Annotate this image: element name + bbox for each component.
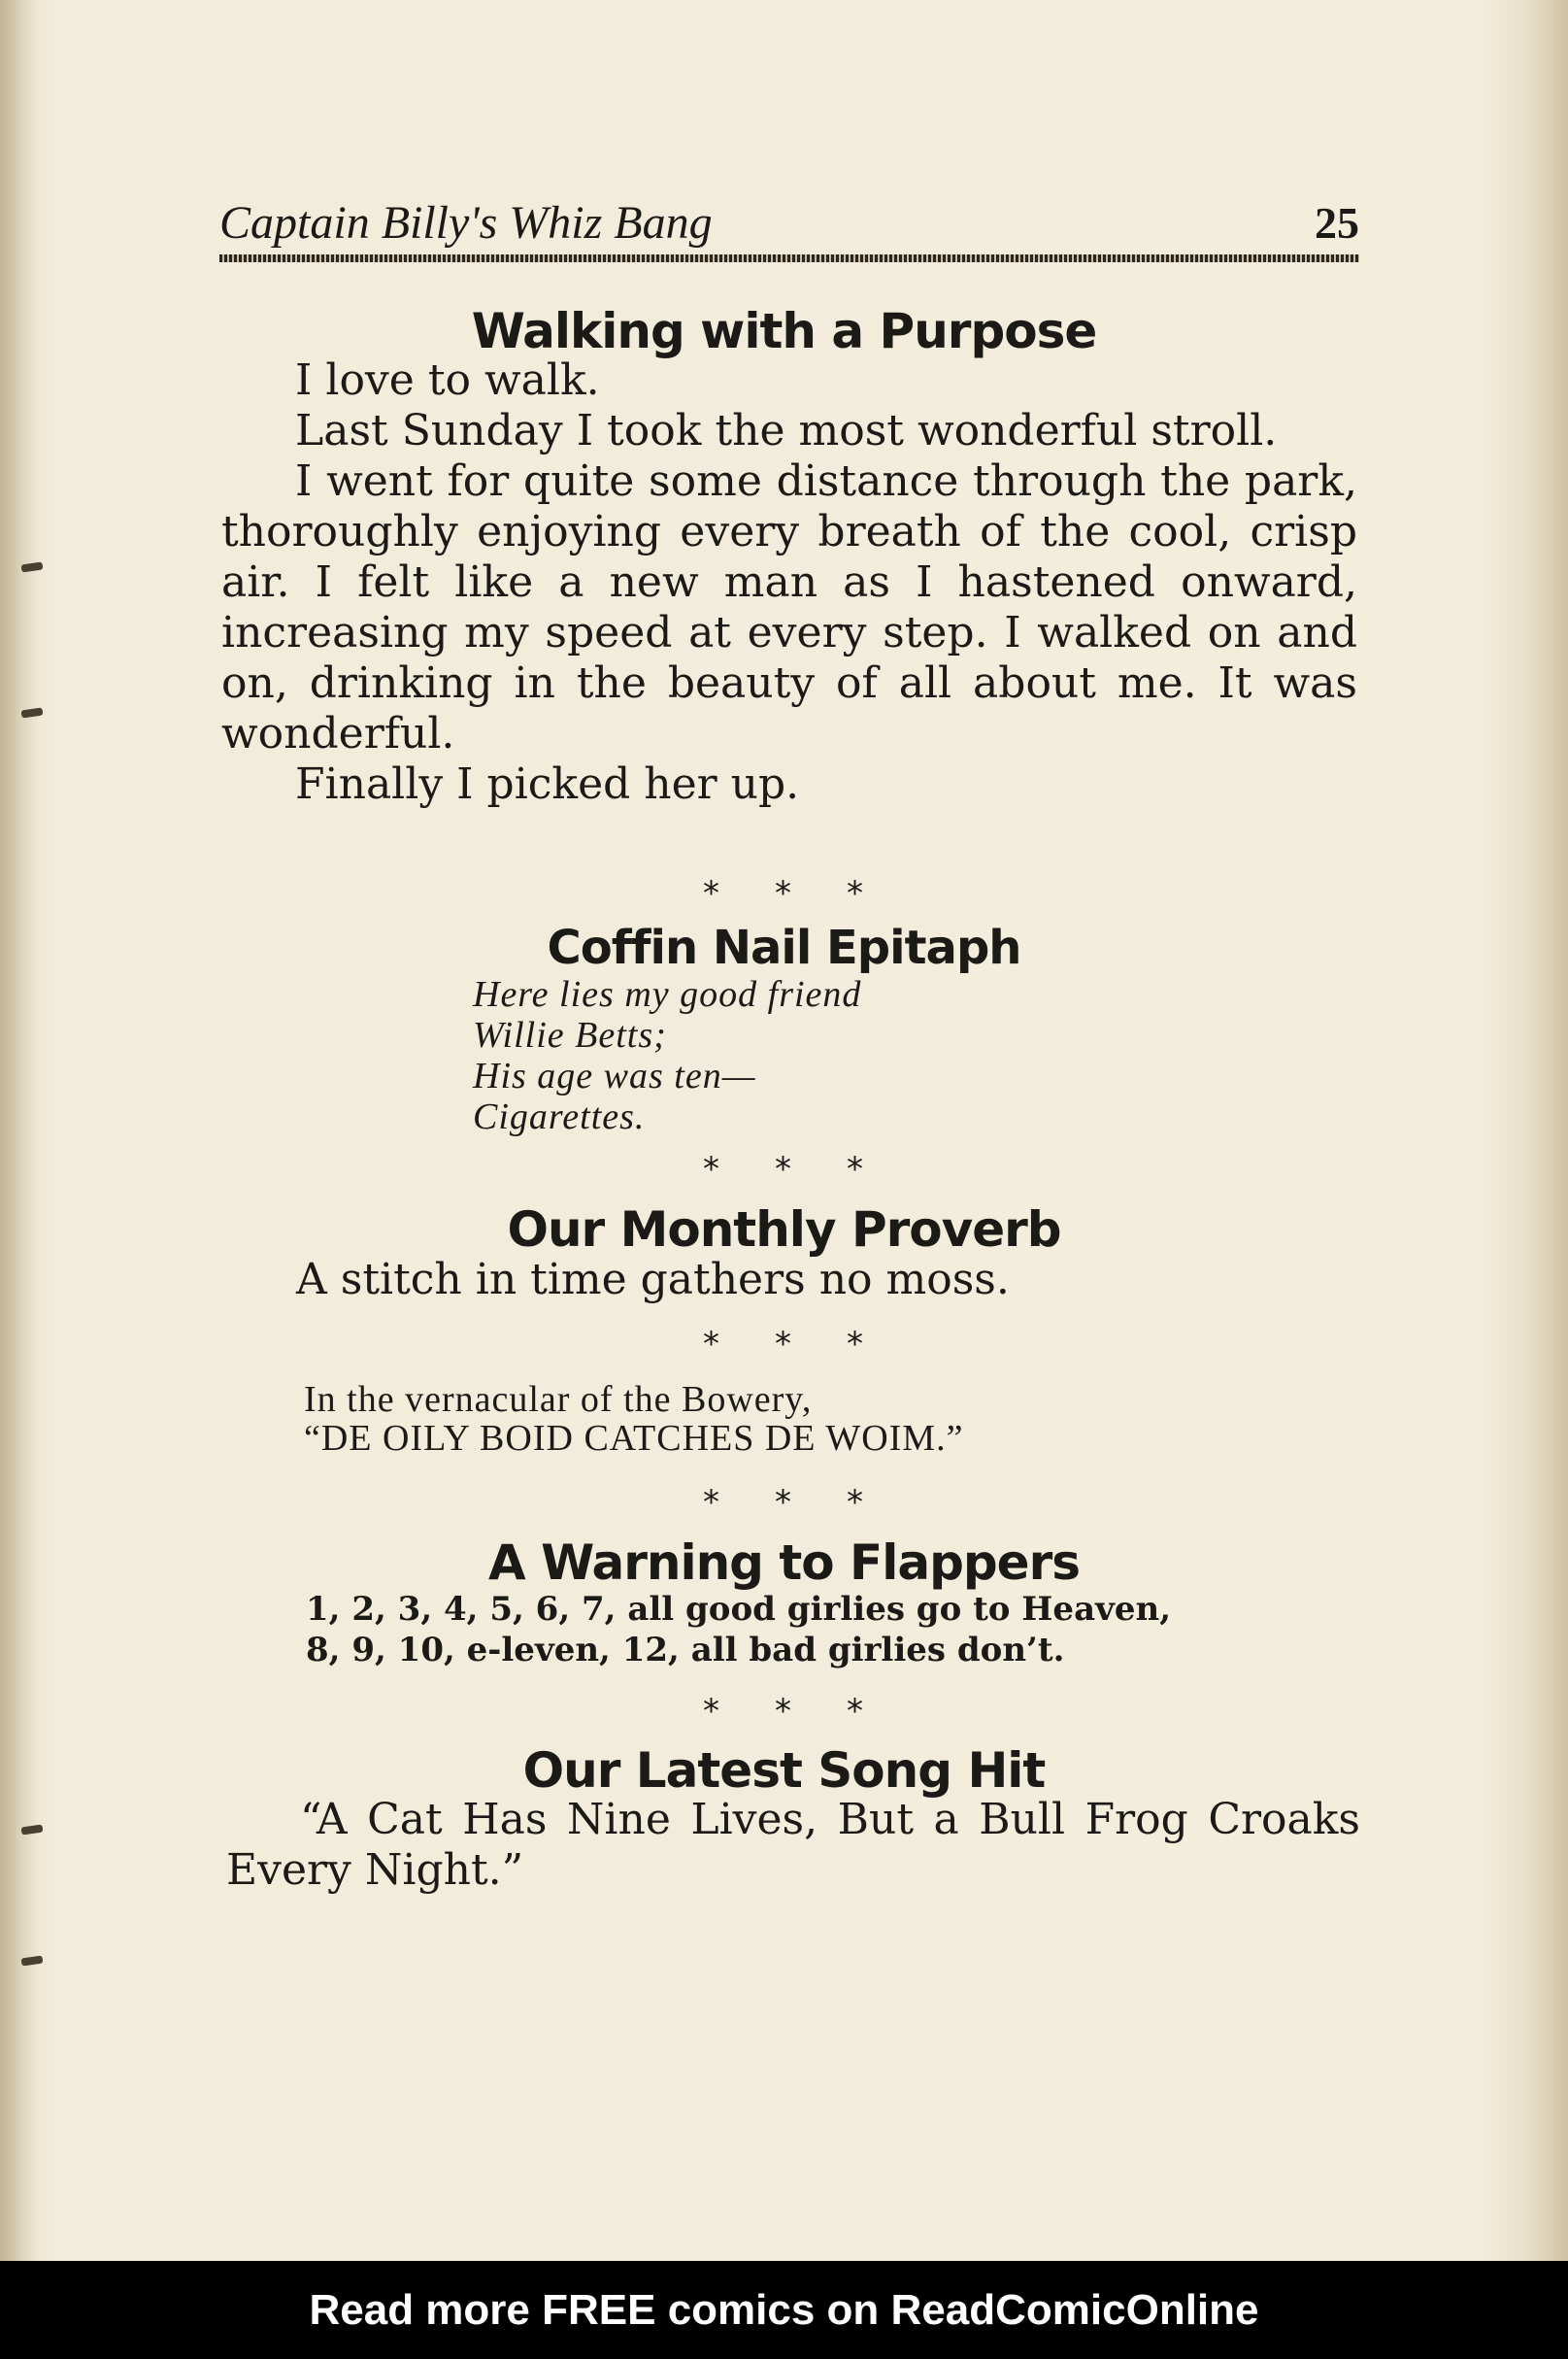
verse-line: His age was ten— (473, 1056, 756, 1096)
section-separator: * * * (703, 874, 863, 913)
epitaph-verse (473, 974, 861, 1137)
story-paragraph: Last Sunday I took the most wonderful stroll. (295, 406, 1278, 455)
section-title-proverb: Our Monthly Proverb (507, 1201, 1061, 1258)
running-title: Captain Billy's Whiz Bang (219, 197, 713, 249)
section-separator: * * * (703, 1150, 863, 1189)
bowery-quote: “DE OILY BOID CATCHES DE WOIM.” (304, 1418, 964, 1459)
proverb-text: A stitch in time gathers no moss. (296, 1255, 1010, 1304)
rhyme-line: 8, 9, 10, e-leven, 12, all bad girlies don’t. (306, 1631, 1065, 1669)
section-separator: * * * (703, 1483, 863, 1522)
binding-stitch (21, 1956, 44, 1967)
section-title-walking: Walking with a Purpose (471, 303, 1097, 359)
flappers-rhyme (306, 1589, 1171, 1670)
section-title-flappers: A Warning to Flappers (487, 1534, 1080, 1591)
section-separator: * * * (703, 1325, 863, 1364)
verse-line: Willie Betts; (473, 1015, 667, 1056)
section-title-song: Our Latest Song Hit (522, 1742, 1046, 1799)
footer-banner: Read more FREE comics on ReadComicOnline (0, 2261, 1568, 2359)
story-paragraph: I love to walk. (295, 355, 600, 405)
section-separator: * * * (703, 1692, 863, 1731)
story-paragraph: I went for quite some distance through the park, thoroughly enjoying every breath of the cool, crisp air. I felt like a new man as I hastened onward, increasing my speed at every step. I walked on and on, drinking in the beauty of all about me. It was wonderful. (221, 456, 1357, 758)
verse-line: Here lies my good friend (473, 974, 862, 1015)
page-number: 25 (1315, 198, 1359, 248)
header-rule (219, 254, 1359, 262)
binding-stitch (21, 708, 44, 719)
song-lyric: “A Cat Has Nine Lives, But a Bull Frog Croaks Every Night.” (226, 1795, 1360, 1895)
section-title-epitaph: Coffin Nail Epitaph (547, 921, 1021, 975)
bowery-intro: In the vernacular of the Bowery, (304, 1379, 813, 1420)
rhyme-line: 1, 2, 3, 4, 5, 6, 7, all good girlies go to Heaven, (306, 1590, 1172, 1629)
story-paragraph: Finally I picked her up. (295, 759, 800, 809)
verse-line: Cigarettes. (473, 1096, 646, 1137)
song-text (226, 1795, 1360, 1896)
running-header (219, 194, 1359, 253)
walking-story (221, 355, 1357, 810)
binding-stitch (21, 562, 44, 573)
binding-stitch (21, 1825, 44, 1836)
